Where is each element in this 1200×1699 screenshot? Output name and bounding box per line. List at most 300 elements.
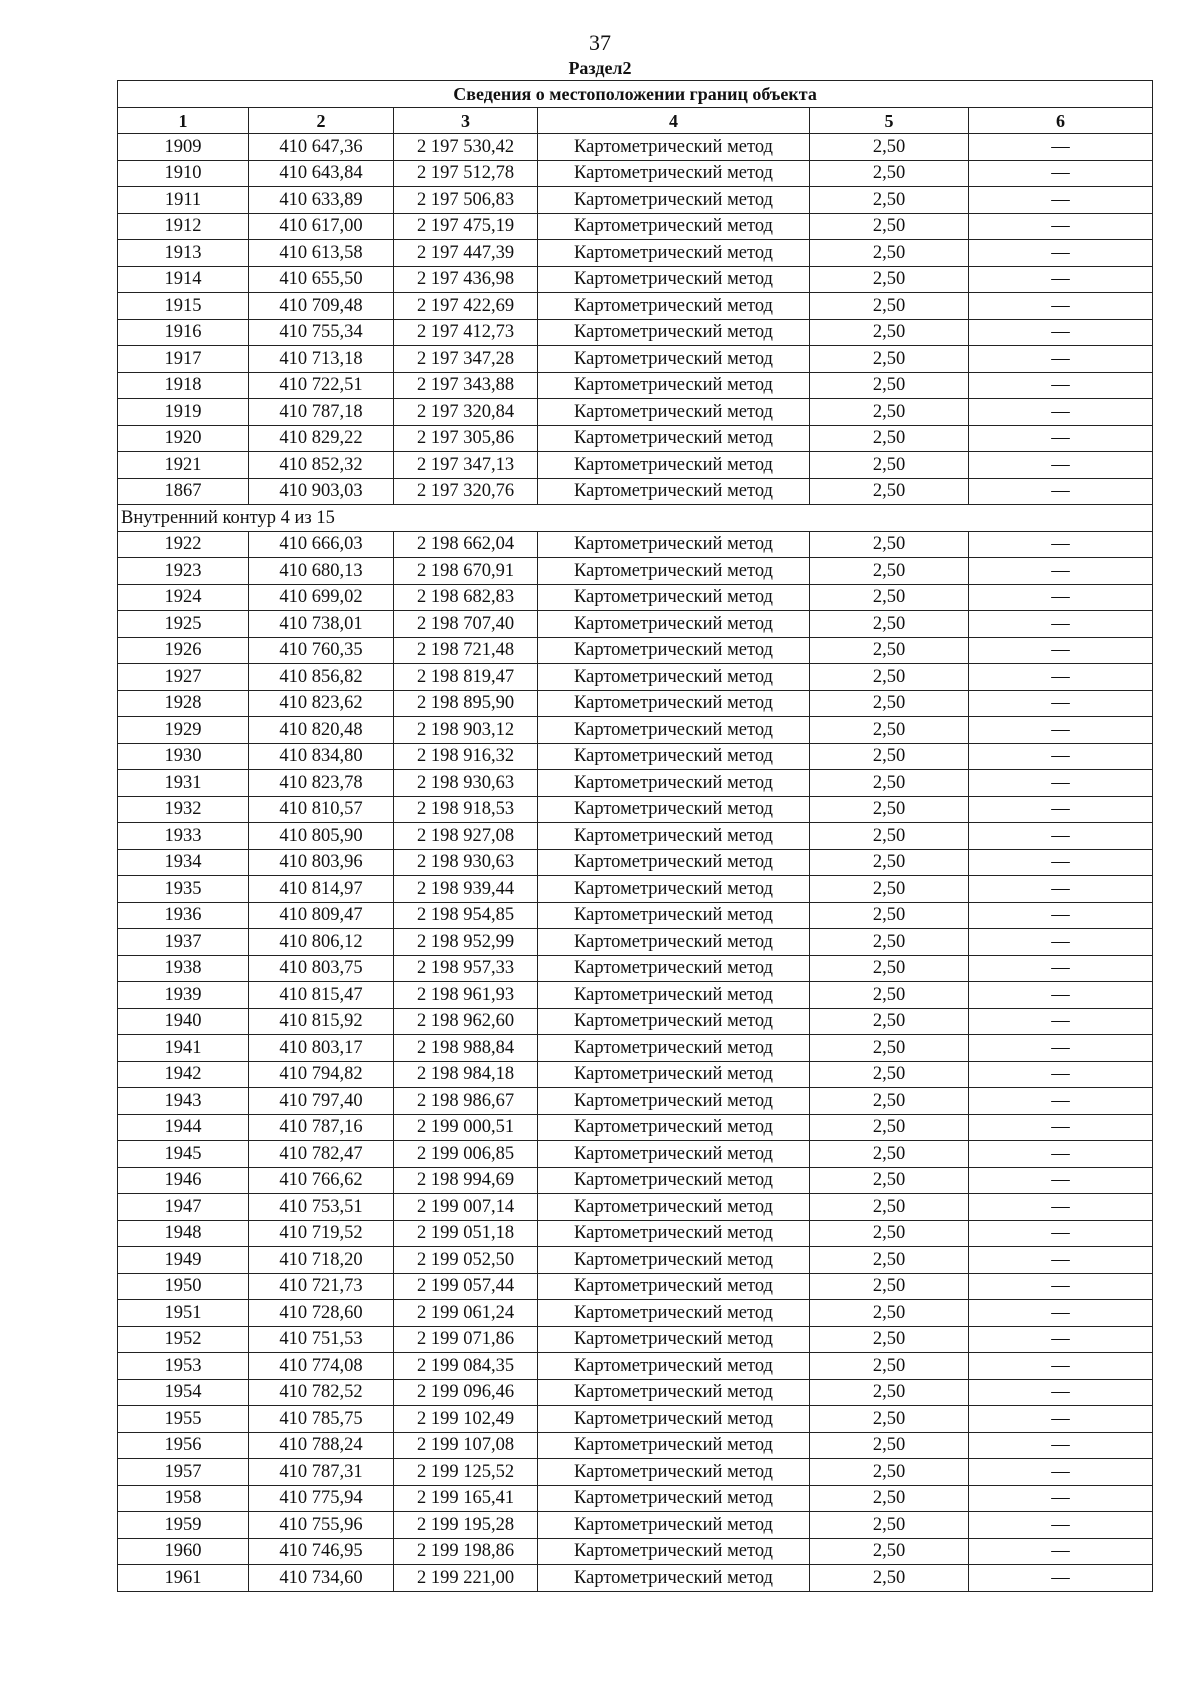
- description-cell: —: [969, 1300, 1153, 1327]
- point-number-cell: 1943: [118, 1088, 249, 1115]
- method-cell: Картометрический метод: [538, 823, 810, 850]
- table-row: [118, 1247, 1153, 1274]
- y-coordinate-cell: 2 198 957,33: [394, 955, 538, 982]
- description-cell: —: [969, 664, 1153, 691]
- y-coordinate-cell: 2 197 347,28: [394, 346, 538, 373]
- point-number-cell: 1950: [118, 1273, 249, 1300]
- x-coordinate-cell: 410 699,02: [249, 584, 394, 611]
- method-cell: Картометрический метод: [538, 1353, 810, 1380]
- description-cell: —: [969, 1141, 1153, 1168]
- table-row: [118, 770, 1153, 797]
- accuracy-cell: 2,50: [810, 902, 969, 929]
- method-cell: Картометрический метод: [538, 213, 810, 240]
- method-cell: Картометрический метод: [538, 955, 810, 982]
- description-cell: —: [969, 187, 1153, 214]
- method-cell: Картометрический метод: [538, 982, 810, 1009]
- point-number-cell: 1910: [118, 160, 249, 187]
- y-coordinate-cell: 2 197 320,84: [394, 399, 538, 426]
- y-coordinate-cell: 2 199 051,18: [394, 1220, 538, 1247]
- column-header: 6: [969, 108, 1153, 134]
- x-coordinate-cell: 410 734,60: [249, 1565, 394, 1592]
- y-coordinate-cell: 2 197 512,78: [394, 160, 538, 187]
- accuracy-cell: 2,50: [810, 1565, 969, 1592]
- method-cell: Картометрический метод: [538, 1459, 810, 1486]
- y-coordinate-cell: 2 199 057,44: [394, 1273, 538, 1300]
- x-coordinate-cell: 410 613,58: [249, 240, 394, 267]
- x-coordinate-cell: 410 829,22: [249, 425, 394, 452]
- y-coordinate-cell: 2 199 221,00: [394, 1565, 538, 1592]
- table-row: [118, 1273, 1153, 1300]
- method-cell: Картометрический метод: [538, 690, 810, 717]
- y-coordinate-cell: 2 199 102,49: [394, 1406, 538, 1433]
- y-coordinate-cell: 2 198 903,12: [394, 717, 538, 744]
- table-row: [118, 293, 1153, 320]
- y-coordinate-cell: 2 199 195,28: [394, 1512, 538, 1539]
- x-coordinate-cell: 410 797,40: [249, 1088, 394, 1115]
- point-number-cell: 1958: [118, 1485, 249, 1512]
- point-number-cell: 1954: [118, 1379, 249, 1406]
- table-row: [118, 796, 1153, 823]
- point-number-cell: 1949: [118, 1247, 249, 1274]
- point-number-cell: 1909: [118, 134, 249, 161]
- table-row: [118, 478, 1153, 505]
- x-coordinate-cell: 410 718,20: [249, 1247, 394, 1274]
- y-coordinate-cell: 2 198 930,63: [394, 849, 538, 876]
- method-cell: Картометрический метод: [538, 266, 810, 293]
- y-coordinate-cell: 2 198 707,40: [394, 611, 538, 638]
- description-cell: —: [969, 160, 1153, 187]
- description-cell: —: [969, 1432, 1153, 1459]
- description-cell: —: [969, 1485, 1153, 1512]
- accuracy-cell: 2,50: [810, 1512, 969, 1539]
- description-cell: —: [969, 690, 1153, 717]
- accuracy-cell: 2,50: [810, 1353, 969, 1380]
- table-row: [118, 1406, 1153, 1433]
- method-cell: Картометрический метод: [538, 584, 810, 611]
- method-cell: Картометрический метод: [538, 187, 810, 214]
- x-coordinate-cell: 410 806,12: [249, 929, 394, 956]
- point-number-cell: 1931: [118, 770, 249, 797]
- accuracy-cell: 2,50: [810, 876, 969, 903]
- table-row: [118, 213, 1153, 240]
- point-number-cell: 1918: [118, 372, 249, 399]
- y-coordinate-cell: 2 198 961,93: [394, 982, 538, 1009]
- y-coordinate-cell: 2 198 916,32: [394, 743, 538, 770]
- method-cell: Картометрический метод: [538, 319, 810, 346]
- y-coordinate-cell: 2 197 343,88: [394, 372, 538, 399]
- point-number-cell: 1957: [118, 1459, 249, 1486]
- column-header: 4: [538, 108, 810, 134]
- table-row: [118, 902, 1153, 929]
- accuracy-cell: 2,50: [810, 1194, 969, 1221]
- y-coordinate-cell: 2 198 952,99: [394, 929, 538, 956]
- point-number-cell: 1924: [118, 584, 249, 611]
- y-coordinate-cell: 2 198 988,84: [394, 1035, 538, 1062]
- x-coordinate-cell: 410 722,51: [249, 372, 394, 399]
- point-number-cell: 1934: [118, 849, 249, 876]
- point-number-cell: 1951: [118, 1300, 249, 1327]
- description-cell: —: [969, 1273, 1153, 1300]
- table-row: [118, 664, 1153, 691]
- table-body: [118, 81, 1153, 1592]
- y-coordinate-cell: 2 197 475,19: [394, 213, 538, 240]
- accuracy-cell: 2,50: [810, 134, 969, 161]
- column-header: 2: [249, 108, 394, 134]
- table-row: [118, 1326, 1153, 1353]
- accuracy-cell: 2,50: [810, 399, 969, 426]
- table-row: [118, 452, 1153, 479]
- table-row: [118, 134, 1153, 161]
- x-coordinate-cell: 410 834,80: [249, 743, 394, 770]
- description-cell: —: [969, 796, 1153, 823]
- accuracy-cell: 2,50: [810, 1273, 969, 1300]
- table-row: [118, 1353, 1153, 1380]
- x-coordinate-cell: 410 794,82: [249, 1061, 394, 1088]
- description-cell: —: [969, 982, 1153, 1009]
- point-number-cell: 1952: [118, 1326, 249, 1353]
- y-coordinate-cell: 2 199 007,14: [394, 1194, 538, 1221]
- y-coordinate-cell: 2 199 000,51: [394, 1114, 538, 1141]
- table-row: [118, 611, 1153, 638]
- point-number-cell: 1916: [118, 319, 249, 346]
- point-number-cell: 1959: [118, 1512, 249, 1539]
- method-cell: Картометрический метод: [538, 1035, 810, 1062]
- accuracy-cell: 2,50: [810, 955, 969, 982]
- y-coordinate-cell: 2 197 436,98: [394, 266, 538, 293]
- description-cell: —: [969, 849, 1153, 876]
- description-cell: —: [969, 1061, 1153, 1088]
- y-coordinate-cell: 2 198 962,60: [394, 1008, 538, 1035]
- method-cell: Картометрический метод: [538, 1512, 810, 1539]
- x-coordinate-cell: 410 787,16: [249, 1114, 394, 1141]
- accuracy-cell: 2,50: [810, 637, 969, 664]
- accuracy-cell: 2,50: [810, 452, 969, 479]
- x-coordinate-cell: 410 814,97: [249, 876, 394, 903]
- description-cell: —: [969, 425, 1153, 452]
- table-row: [118, 743, 1153, 770]
- table-row: [118, 1008, 1153, 1035]
- table-row: [118, 399, 1153, 426]
- y-coordinate-cell: 2 198 819,47: [394, 664, 538, 691]
- description-cell: —: [969, 1406, 1153, 1433]
- method-cell: Картометрический метод: [538, 1008, 810, 1035]
- x-coordinate-cell: 410 815,92: [249, 1008, 394, 1035]
- table-row: [118, 531, 1153, 558]
- table-row: [118, 1538, 1153, 1565]
- y-coordinate-cell: 2 198 662,04: [394, 531, 538, 558]
- description-cell: —: [969, 1459, 1153, 1486]
- description-cell: —: [969, 1220, 1153, 1247]
- point-number-cell: 1936: [118, 902, 249, 929]
- x-coordinate-cell: 410 633,89: [249, 187, 394, 214]
- description-cell: —: [969, 1035, 1153, 1062]
- x-coordinate-cell: 410 760,35: [249, 637, 394, 664]
- table-row: [118, 690, 1153, 717]
- point-number-cell: 1928: [118, 690, 249, 717]
- accuracy-cell: 2,50: [810, 372, 969, 399]
- accuracy-cell: 2,50: [810, 584, 969, 611]
- x-coordinate-cell: 410 617,00: [249, 213, 394, 240]
- description-cell: —: [969, 876, 1153, 903]
- description-cell: —: [969, 478, 1153, 505]
- point-number-cell: 1915: [118, 293, 249, 320]
- method-cell: Картометрический метод: [538, 770, 810, 797]
- point-number-cell: 1948: [118, 1220, 249, 1247]
- description-cell: —: [969, 584, 1153, 611]
- description-cell: —: [969, 955, 1153, 982]
- point-number-cell: 1930: [118, 743, 249, 770]
- point-number-cell: 1917: [118, 346, 249, 373]
- y-coordinate-cell: 2 199 096,46: [394, 1379, 538, 1406]
- description-cell: —: [969, 1512, 1153, 1539]
- method-cell: Картометрический метод: [538, 1538, 810, 1565]
- point-number-cell: 1941: [118, 1035, 249, 1062]
- accuracy-cell: 2,50: [810, 1061, 969, 1088]
- description-cell: —: [969, 743, 1153, 770]
- y-coordinate-cell: 2 197 506,83: [394, 187, 538, 214]
- method-cell: Картометрический метод: [538, 134, 810, 161]
- x-coordinate-cell: 410 856,82: [249, 664, 394, 691]
- x-coordinate-cell: 410 787,31: [249, 1459, 394, 1486]
- method-cell: Картометрический метод: [538, 929, 810, 956]
- table-row: [118, 1300, 1153, 1327]
- table-row: [118, 1459, 1153, 1486]
- description-cell: —: [969, 1353, 1153, 1380]
- point-number-cell: 1922: [118, 531, 249, 558]
- description-cell: —: [969, 637, 1153, 664]
- point-number-cell: 1935: [118, 876, 249, 903]
- table-row: [118, 876, 1153, 903]
- method-cell: Картометрический метод: [538, 637, 810, 664]
- table-row: [118, 558, 1153, 585]
- description-cell: —: [969, 1326, 1153, 1353]
- table-row: [118, 1485, 1153, 1512]
- accuracy-cell: 2,50: [810, 266, 969, 293]
- method-cell: Картометрический метод: [538, 1273, 810, 1300]
- method-cell: Картометрический метод: [538, 611, 810, 638]
- method-cell: Картометрический метод: [538, 160, 810, 187]
- y-coordinate-cell: 2 197 530,42: [394, 134, 538, 161]
- method-cell: Картометрический метод: [538, 1141, 810, 1168]
- x-coordinate-cell: 410 903,03: [249, 478, 394, 505]
- table-row: [118, 1167, 1153, 1194]
- x-coordinate-cell: 410 755,96: [249, 1512, 394, 1539]
- description-cell: —: [969, 531, 1153, 558]
- table-row: [118, 637, 1153, 664]
- accuracy-cell: 2,50: [810, 1141, 969, 1168]
- x-coordinate-cell: 410 753,51: [249, 1194, 394, 1221]
- accuracy-cell: 2,50: [810, 425, 969, 452]
- x-coordinate-cell: 410 785,75: [249, 1406, 394, 1433]
- method-cell: Картометрический метод: [538, 1194, 810, 1221]
- accuracy-cell: 2,50: [810, 1459, 969, 1486]
- y-coordinate-cell: 2 199 071,86: [394, 1326, 538, 1353]
- method-cell: Картометрический метод: [538, 1300, 810, 1327]
- y-coordinate-cell: 2 197 320,76: [394, 478, 538, 505]
- point-number-cell: 1867: [118, 478, 249, 505]
- column-header: 3: [394, 108, 538, 134]
- x-coordinate-cell: 410 782,52: [249, 1379, 394, 1406]
- point-number-cell: 1955: [118, 1406, 249, 1433]
- x-coordinate-cell: 410 823,62: [249, 690, 394, 717]
- table-row: [118, 584, 1153, 611]
- y-coordinate-cell: 2 198 986,67: [394, 1088, 538, 1115]
- x-coordinate-cell: 410 810,57: [249, 796, 394, 823]
- accuracy-cell: 2,50: [810, 187, 969, 214]
- table-row: [118, 346, 1153, 373]
- point-number-cell: 1946: [118, 1167, 249, 1194]
- table-row: [118, 1432, 1153, 1459]
- method-cell: Картометрический метод: [538, 425, 810, 452]
- table-caption-row: [118, 81, 1153, 108]
- point-number-cell: 1926: [118, 637, 249, 664]
- point-number-cell: 1914: [118, 266, 249, 293]
- accuracy-cell: 2,50: [810, 690, 969, 717]
- method-cell: Картометрический метод: [538, 1406, 810, 1433]
- table-row: [118, 823, 1153, 850]
- accuracy-cell: 2,50: [810, 770, 969, 797]
- table-row: [118, 1379, 1153, 1406]
- accuracy-cell: 2,50: [810, 1485, 969, 1512]
- method-cell: Картометрический метод: [538, 1565, 810, 1592]
- accuracy-cell: 2,50: [810, 796, 969, 823]
- table-row: [118, 955, 1153, 982]
- table-row: [118, 1061, 1153, 1088]
- x-coordinate-cell: 410 728,60: [249, 1300, 394, 1327]
- method-cell: Картометрический метод: [538, 399, 810, 426]
- y-coordinate-cell: 2 198 927,08: [394, 823, 538, 850]
- section-label: Раздел2: [568, 58, 632, 78]
- point-number-cell: 1942: [118, 1061, 249, 1088]
- x-coordinate-cell: 410 746,95: [249, 1538, 394, 1565]
- y-coordinate-cell: 2 199 125,52: [394, 1459, 538, 1486]
- table-row: [118, 1141, 1153, 1168]
- table-row: [118, 929, 1153, 956]
- description-cell: —: [969, 929, 1153, 956]
- method-cell: Картометрический метод: [538, 664, 810, 691]
- x-coordinate-cell: 410 815,47: [249, 982, 394, 1009]
- table-row: [118, 1512, 1153, 1539]
- point-number-cell: 1913: [118, 240, 249, 267]
- accuracy-cell: 2,50: [810, 1300, 969, 1327]
- point-number-cell: 1956: [118, 1432, 249, 1459]
- contour-section-row: [118, 505, 1153, 532]
- description-cell: —: [969, 1538, 1153, 1565]
- y-coordinate-cell: 2 199 165,41: [394, 1485, 538, 1512]
- description-cell: —: [969, 134, 1153, 161]
- accuracy-cell: 2,50: [810, 1406, 969, 1433]
- method-cell: Картометрический метод: [538, 478, 810, 505]
- x-coordinate-cell: 410 719,52: [249, 1220, 394, 1247]
- column-header: 1: [118, 108, 249, 134]
- method-cell: Картометрический метод: [538, 1061, 810, 1088]
- point-number-cell: 1960: [118, 1538, 249, 1565]
- table-row: [118, 1565, 1153, 1592]
- table-row: [118, 187, 1153, 214]
- method-cell: Картометрический метод: [538, 876, 810, 903]
- accuracy-cell: 2,50: [810, 346, 969, 373]
- contour-section-label: Внутренний контур 4 из 15: [118, 505, 1153, 532]
- point-number-cell: 1939: [118, 982, 249, 1009]
- method-cell: Картометрический метод: [538, 452, 810, 479]
- accuracy-cell: 2,50: [810, 160, 969, 187]
- boundary-coordinates-table: [117, 80, 1153, 1592]
- point-number-cell: 1929: [118, 717, 249, 744]
- accuracy-cell: 2,50: [810, 849, 969, 876]
- x-coordinate-cell: 410 721,73: [249, 1273, 394, 1300]
- accuracy-cell: 2,50: [810, 240, 969, 267]
- accuracy-cell: 2,50: [810, 929, 969, 956]
- y-coordinate-cell: 2 197 412,73: [394, 319, 538, 346]
- method-cell: Картометрический метод: [538, 1432, 810, 1459]
- y-coordinate-cell: 2 197 422,69: [394, 293, 538, 320]
- accuracy-cell: 2,50: [810, 743, 969, 770]
- accuracy-cell: 2,50: [810, 1538, 969, 1565]
- point-number-cell: 1927: [118, 664, 249, 691]
- x-coordinate-cell: 410 823,78: [249, 770, 394, 797]
- column-header: 5: [810, 108, 969, 134]
- point-number-cell: 1937: [118, 929, 249, 956]
- method-cell: Картометрический метод: [538, 372, 810, 399]
- point-number-cell: 1912: [118, 213, 249, 240]
- description-cell: —: [969, 611, 1153, 638]
- point-number-cell: 1925: [118, 611, 249, 638]
- point-number-cell: 1920: [118, 425, 249, 452]
- description-cell: —: [969, 266, 1153, 293]
- table-row: [118, 1194, 1153, 1221]
- table-row: [118, 319, 1153, 346]
- x-coordinate-cell: 410 647,36: [249, 134, 394, 161]
- y-coordinate-cell: 2 198 670,91: [394, 558, 538, 585]
- page-number: 37: [589, 30, 611, 55]
- method-cell: Картометрический метод: [538, 346, 810, 373]
- y-coordinate-cell: 2 198 954,85: [394, 902, 538, 929]
- method-cell: Картометрический метод: [538, 1220, 810, 1247]
- accuracy-cell: 2,50: [810, 1432, 969, 1459]
- table-row: [118, 982, 1153, 1009]
- table-row: [118, 1220, 1153, 1247]
- table-row: [118, 160, 1153, 187]
- method-cell: Картометрический метод: [538, 1088, 810, 1115]
- accuracy-cell: 2,50: [810, 319, 969, 346]
- accuracy-cell: 2,50: [810, 213, 969, 240]
- table-row: [118, 266, 1153, 293]
- method-cell: Картометрический метод: [538, 1247, 810, 1274]
- point-number-cell: 1919: [118, 399, 249, 426]
- accuracy-cell: 2,50: [810, 1035, 969, 1062]
- table-row: [118, 849, 1153, 876]
- method-cell: Картометрический метод: [538, 717, 810, 744]
- accuracy-cell: 2,50: [810, 531, 969, 558]
- x-coordinate-cell: 410 775,94: [249, 1485, 394, 1512]
- description-cell: —: [969, 823, 1153, 850]
- description-cell: —: [969, 346, 1153, 373]
- point-number-cell: 1938: [118, 955, 249, 982]
- y-coordinate-cell: 2 198 682,83: [394, 584, 538, 611]
- x-coordinate-cell: 410 751,53: [249, 1326, 394, 1353]
- y-coordinate-cell: 2 199 052,50: [394, 1247, 538, 1274]
- description-cell: —: [969, 1565, 1153, 1592]
- x-coordinate-cell: 410 803,75: [249, 955, 394, 982]
- point-number-cell: 1933: [118, 823, 249, 850]
- table-row: [118, 1114, 1153, 1141]
- description-cell: —: [969, 1379, 1153, 1406]
- x-coordinate-cell: 410 655,50: [249, 266, 394, 293]
- description-cell: —: [969, 1194, 1153, 1221]
- point-number-cell: 1923: [118, 558, 249, 585]
- y-coordinate-cell: 2 199 061,24: [394, 1300, 538, 1327]
- table-row: [118, 1088, 1153, 1115]
